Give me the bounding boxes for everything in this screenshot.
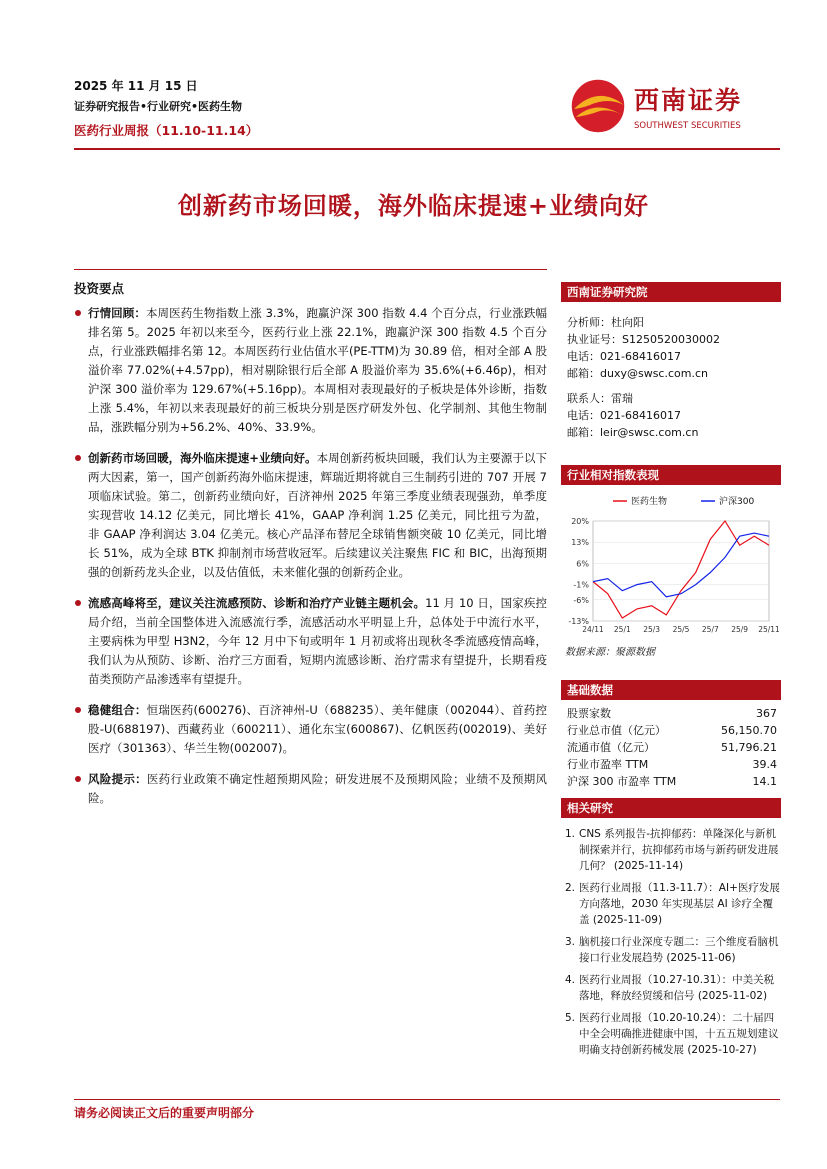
x-tick-label: 25/1: [613, 625, 631, 634]
logo-name-cn: 西南证券: [634, 86, 743, 115]
related-item[interactable]: 4. 医药行业周报（10.27-10.31）：中美关税落地，释放经贸缓和信号 (2025-11-02): [565, 974, 775, 1002]
related-item[interactable]: 5. 医药行业周报（10.20-10.24）：二十届四中全会明确推进健康中国，十五五规划建议明确支持创新药械发展 (2025-10-27): [565, 1012, 779, 1056]
logo-name-en: SOUTHWEST SECURITIES: [634, 121, 741, 131]
footer-divider: [74, 1099, 780, 1100]
related-heading: 相关研究: [561, 798, 781, 818]
related-item[interactable]: 2. 医药行业周报（11.3-11.7）：AI+医疗发展方向落地，2030 年实现基层 AI 诊疗全覆盖 (2025-11-09): [565, 882, 780, 926]
key-points-heading: 投资要点: [74, 281, 125, 296]
analyst-license: 执业证号：S1250520030002: [567, 333, 720, 346]
section-divider: [74, 269, 547, 270]
key-point: 稳健组合：恒瑞医药(600276)、百济神州-U（688235）、美年健康（002044）、首药控股-U(688197)、西藏药业（600211）、通化东宝(600867)、亿帆医药(002019)、美好医疗（301363）、华兰生物(002007)。: [74, 701, 547, 758]
key-point: 行情回顾：本周医药生物指数上涨 3.3%，跑赢沪深 300 指数 4.4 个百分点，行业涨跌幅排名第 5。2025 年初以来至今，医药行业上涨 22.1%，跑赢沪深 300 指数 4.5 个百分点，行业涨跌幅排名第 12。本周医药行业估值水平(PE-TTM)为 30.89 倍，相对全部 A 股溢价率 77.02%(+4.57pp)，相对剔除银行后全部 A 股溢价率为 35.6%(+6.46p)，相对沪深 300 溢价率为 129.67%(+5.16pp)。本周相对表现最好的子板块是体外诊断，指数上涨 5.4%，年初以来表现最好的前三板块分别是医疗研发外包、化学制剂、其他生物制品，涨跌幅分别为+56.2%、40%、33.9%。: [74, 304, 547, 437]
y-tick-label: 20%: [571, 517, 589, 526]
contact-phone: 电话：021-68416017: [567, 409, 681, 422]
related-item[interactable]: 3. 脑机接口行业深度专题二：三个维度看脑机接口行业发展趋势 (2025-11-06): [565, 936, 779, 964]
chart-source: 数据来源：聚源数据: [565, 647, 655, 658]
related-research-panel: [561, 798, 781, 1064]
basic-data-panel: [561, 680, 781, 790]
basic-row: 沪深 300 市盈率 TTM 14.1: [567, 775, 777, 788]
contact-email[interactable]: 邮箱：leir@swsc.com.cn: [567, 426, 699, 439]
disclaimer-footer: 请务必阅读正文后的重要声明部分: [74, 1106, 255, 1120]
report-date: 2025 年 11 月 15 日: [74, 79, 198, 93]
key-point: 流感高峰将至，建议关注流感预防、诊断和治疗产业链主题机会。11 月 10 日，国家疾控局介绍，当前全国整体进入流感流行季，流感活动水平明显上升，总体处于中流行水平，主要病株为甲型 H3N2，今年 12 月中下旬或明年 1 月初或将出现秋冬季流感疫情高峰，我们认为从预防、诊断、治疗三方面看，短期内流感诊断、治疗需求有望提升，长期看疫苗类预防产品渗透率有望提升。: [74, 594, 547, 689]
x-tick-label: 25/5: [672, 625, 690, 634]
key-point: 创新药市场回暖，海外临床提速+业绩向好。本周创新药板块回暖，我们认为主要源于以下两大因素，第一，国产创新药海外临床提速，辉瑞近期将就自三生制药引进的 707 开展 7 项临床试验。第二，创新药业绩向好，百济神州 2025 年第三季度业绩表现强劲，单季度实现营收 14.12 亿美元，同比增长 41%，GAAP 净利润 1.25 亿美元，同比扭亏为盈，非 GAAP 净利润达 3.04 亿美元。核心产品泽布替尼全球销售额突破 10 亿美元，同比增长 51%，成为全球 BTK 抑制剂市场营收冠军。后续建议关注聚焦 FIC 和 BIC，出海预期强的创新药龙头企业，以及估值低，未来催化强的创新药企业。: [74, 449, 547, 582]
basic-row: 流通市值（亿元） 51,796.21: [567, 741, 777, 754]
page-title: 创新药市场回暖，海外临床提速+业绩向好: [177, 191, 650, 220]
x-tick-label: 25/3: [643, 625, 661, 634]
legend-label: 医药生物: [631, 497, 668, 507]
logo-emblem-icon: [568, 75, 630, 137]
analyst-phone: 电话：021-68416017: [567, 350, 681, 363]
analyst-name: 分析师：杜向阳: [567, 316, 644, 329]
x-tick-label: 24/11: [582, 625, 604, 634]
basic-row: 行业总市值（亿元） 56,150.70: [567, 724, 777, 737]
y-tick-label: -1%: [573, 580, 589, 590]
related-item[interactable]: 1. CNS 系列报告-抗抑郁药：单隆深化与新机制探索并行，抗抑郁药市场与新药研发进展几何？ (2025-11-14): [565, 828, 779, 872]
key-point: 风险提示：医药行业政策不确定性超预期风险；研发进展不及预期风险；业绩不及预期风险。: [74, 770, 547, 808]
series-line-2: [593, 533, 769, 597]
contact-name: 联系人：雷瑞: [567, 392, 633, 405]
institute-heading: 西南证券研究院: [561, 282, 781, 302]
index-chart: [561, 491, 781, 641]
index-chart-heading: 行业相对指数表现: [561, 465, 781, 485]
company-logo: [568, 75, 768, 137]
index-chart-panel: [561, 465, 781, 658]
basic-row: 股票家数 367: [567, 707, 777, 720]
y-tick-label: -6%: [573, 595, 589, 605]
report-series: 医药行业周报（11.10-11.14）: [74, 123, 259, 138]
analyst-email[interactable]: 邮箱：duxy@swsc.com.cn: [567, 367, 708, 380]
x-tick-label: 25/11: [758, 625, 780, 634]
header-divider: [74, 148, 780, 150]
x-tick-label: 25/7: [701, 625, 719, 634]
y-tick-label: 6%: [576, 559, 589, 569]
y-tick-label: -13%: [568, 617, 589, 626]
basic-data-heading: 基础数据: [561, 680, 781, 700]
institute-panel: [561, 282, 781, 441]
x-tick-label: 25/9: [731, 625, 749, 634]
report-category: 证券研究报告•行业研究•医药生物: [74, 100, 243, 113]
y-tick-label: 13%: [571, 538, 589, 548]
basic-row: 行业市盈率 TTM 39.4: [567, 758, 777, 771]
legend-label: 沪深300: [719, 497, 755, 507]
key-points-list: [74, 304, 547, 820]
